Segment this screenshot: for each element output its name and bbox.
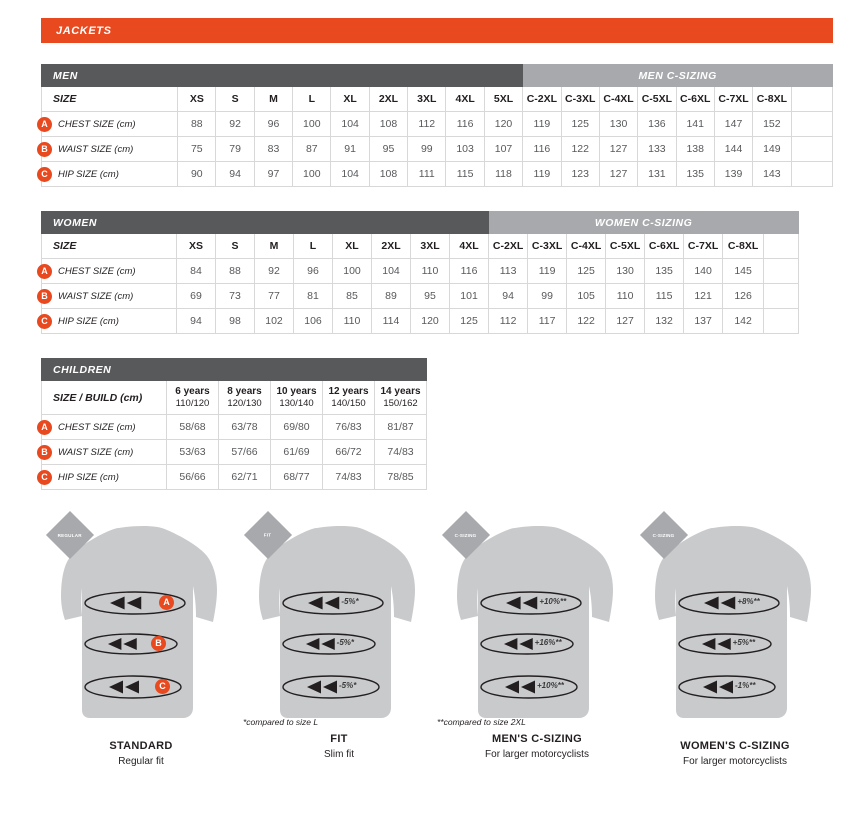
measurement-value: 108 (369, 112, 407, 137)
measurement-value: 119 (523, 162, 561, 187)
measurement-value: 122 (561, 137, 599, 162)
size-header-cell: C-3XL (528, 234, 567, 259)
size-label: SIZE / BUILD (cm) (42, 381, 167, 415)
measurement-ellipse (677, 632, 773, 656)
measurement-badge: B (37, 142, 52, 157)
measurement-value: 95 (411, 284, 450, 309)
measurement-value: 132 (645, 309, 684, 334)
measurement-label-text: WAIST SIZE (cm) (58, 446, 134, 458)
table-row (42, 112, 833, 137)
women-size-table (41, 211, 799, 334)
figure-title: WOMEN'S C-SIZING (680, 740, 790, 752)
size-header-cell: 3XL (408, 87, 446, 112)
measurement-value: 121 (684, 284, 723, 309)
measurement-value: 116 (446, 112, 484, 137)
measurement-value: 92 (216, 112, 254, 137)
measurement-label-text: CHEST SIZE (cm) (58, 118, 136, 130)
measurement-label (42, 259, 177, 284)
measurement-value: 140 (684, 259, 723, 284)
measurement-value: 125 (567, 259, 606, 284)
measurement-value: 87 (293, 137, 331, 162)
figure-standard (41, 510, 241, 767)
measurement-value: 112 (489, 309, 528, 334)
size-header-cell: C-5XL (606, 234, 645, 259)
figure-caption (437, 733, 637, 760)
measurement-value: 99 (408, 137, 446, 162)
measurement-label-text: WAIST SIZE (cm) (58, 143, 134, 155)
measurement-value: 135 (676, 162, 714, 187)
spacer-cell (791, 87, 832, 112)
measurement-label (42, 284, 177, 309)
jacket-illustration (41, 510, 241, 725)
measurement-badge: C (155, 679, 170, 694)
measurement-value: 105 (567, 284, 606, 309)
measurement-value: 77 (255, 284, 294, 309)
measurement-value: 81/87 (375, 415, 427, 440)
size-header-cell: C-6XL (676, 87, 714, 112)
size-build: 130/140 (279, 397, 314, 409)
figure-title: MEN'S C-SIZING (492, 733, 582, 745)
size-header-cell (167, 381, 219, 415)
measurement-value: 103 (446, 137, 484, 162)
figure-subtitle: For larger motorcyclists (683, 756, 787, 767)
measurement-value: 145 (723, 259, 764, 284)
size-header-cell: C-6XL (645, 234, 684, 259)
figure-footnote: *compared to size L (243, 717, 319, 727)
table-row (42, 309, 799, 334)
size-header-cell: L (293, 87, 331, 112)
measurement-value: 81 (294, 284, 333, 309)
size-header-cell: L (294, 234, 333, 259)
measurement-value: 110 (411, 259, 450, 284)
measurement-label (42, 137, 178, 162)
measurement-ellipse (677, 590, 781, 616)
fit-type-badge-text: FIT (264, 532, 272, 538)
measurement-value: 88 (216, 259, 255, 284)
measurement-ellipse (677, 674, 777, 700)
measurement-value: 97 (254, 162, 292, 187)
measurement-label (42, 440, 167, 465)
measurement-ellipse (281, 674, 381, 700)
measurement-badge: C (37, 314, 52, 329)
section-label: CHILDREN (42, 359, 427, 381)
measurement-value: 119 (523, 112, 561, 137)
size-label: SIZE (42, 234, 177, 259)
size-header-cell: 3XL (411, 234, 450, 259)
figure-caption (635, 740, 835, 767)
measurement-ellipse (281, 632, 377, 656)
measurement-value: 116 (450, 259, 489, 284)
fit-figures (41, 510, 833, 800)
size-header-cell: C-2XL (523, 87, 561, 112)
size-header-cell: C-8XL (753, 87, 791, 112)
measurement-value: 120 (484, 112, 522, 137)
size-header-cell: XS (177, 234, 216, 259)
measurement-label (42, 415, 167, 440)
measurement-value: 149 (753, 137, 791, 162)
measurement-value: 92 (255, 259, 294, 284)
measurement-value: 131 (638, 162, 676, 187)
measurement-label (42, 112, 178, 137)
table-row (42, 465, 427, 490)
measurement-badge: A (159, 595, 174, 610)
table-row (42, 284, 799, 309)
section-label: MEN (42, 65, 523, 87)
men-size-table (41, 64, 833, 187)
size-header-cell: C-7XL (714, 87, 752, 112)
measurement-value: 110 (333, 309, 372, 334)
jacket-illustration (437, 510, 637, 725)
size-header-cell (375, 381, 427, 415)
size-build: 150/162 (383, 397, 418, 409)
measurement-ellipse (479, 590, 583, 616)
size-header-cell: M (254, 87, 292, 112)
measurement-ellipse (281, 590, 385, 616)
size-header-cell: C-8XL (723, 234, 764, 259)
table-row (42, 137, 833, 162)
figure-fit (239, 510, 439, 760)
measurement-value: 104 (372, 259, 411, 284)
spacer-cell (791, 137, 832, 162)
size-header-cell (271, 381, 323, 415)
figure-womens-c-sizing (635, 510, 835, 767)
figure-title: FIT (330, 733, 348, 745)
size-build: 120/130 (227, 397, 262, 409)
measurement-value: 100 (333, 259, 372, 284)
measurement-badge: B (151, 636, 166, 651)
measurement-value: 117 (528, 309, 567, 334)
size-age: 12 years (328, 385, 369, 397)
spacer-cell (764, 259, 799, 284)
size-header-cell: 2XL (369, 87, 407, 112)
measurement-value: 61/69 (271, 440, 323, 465)
measurement-value: 100 (293, 162, 331, 187)
c-sizing-label: WOMEN C-SIZING (489, 212, 799, 234)
measurement-value: 116 (523, 137, 561, 162)
measurement-value: 102 (255, 309, 294, 334)
measurement-value: 136 (638, 112, 676, 137)
measurement-value: 147 (714, 112, 752, 137)
size-header-cell: C-4XL (567, 234, 606, 259)
measurement-value: 130 (606, 259, 645, 284)
size-header-cell (323, 381, 375, 415)
measurement-percentage: -1%** (735, 681, 756, 690)
measurement-value: 115 (645, 284, 684, 309)
table-header-row (42, 65, 833, 87)
size-build: 110/120 (175, 397, 210, 409)
table-row (42, 259, 799, 284)
measurement-value: 90 (178, 162, 216, 187)
spacer-cell (764, 309, 799, 334)
size-header-cell: XL (333, 234, 372, 259)
measurement-value: 89 (372, 284, 411, 309)
measurement-value: 91 (331, 137, 369, 162)
measurement-percentage: -5%* (341, 597, 359, 606)
measurement-ellipse (479, 674, 579, 700)
measurement-value: 56/66 (167, 465, 219, 490)
size-header-cell: XS (178, 87, 216, 112)
measurement-label (42, 162, 178, 187)
size-row (42, 87, 833, 112)
size-row (42, 234, 799, 259)
measurement-value: 135 (645, 259, 684, 284)
measurement-value: 63/78 (219, 415, 271, 440)
measurement-value: 139 (714, 162, 752, 187)
spacer-cell (764, 284, 799, 309)
measurement-value: 122 (567, 309, 606, 334)
measurement-value: 137 (684, 309, 723, 334)
size-header-cell: C-4XL (599, 87, 637, 112)
size-age: 8 years (227, 385, 262, 397)
measurement-badge: C (37, 470, 52, 485)
size-header-cell: C-7XL (684, 234, 723, 259)
figure-subtitle: Slim fit (324, 749, 354, 760)
measurement-value: 84 (177, 259, 216, 284)
measurement-value: 141 (676, 112, 714, 137)
table-header-row (42, 212, 799, 234)
table-header-row (42, 359, 427, 381)
measurement-badge: B (37, 445, 52, 460)
size-header-cell: 5XL (484, 87, 522, 112)
measurement-value: 94 (216, 162, 254, 187)
figure-caption (239, 733, 439, 760)
measurement-value: 100 (293, 112, 331, 137)
measurement-value: 127 (606, 309, 645, 334)
measurement-badge: A (37, 420, 52, 435)
measurement-value: 62/71 (219, 465, 271, 490)
measurement-value: 112 (408, 112, 446, 137)
measurement-value: 127 (599, 137, 637, 162)
measurement-value: 68/77 (271, 465, 323, 490)
measurement-percentage: -5%* (336, 638, 355, 647)
size-age: 6 years (175, 385, 210, 397)
figure-subtitle: For larger motorcyclists (485, 749, 589, 760)
jacket-illustration (239, 510, 439, 725)
measurement-value: 74/83 (323, 465, 375, 490)
c-sizing-label: MEN C-SIZING (523, 65, 833, 87)
measurement-label-text: WAIST SIZE (cm) (58, 290, 134, 302)
measurement-badge: A (37, 117, 52, 132)
fit-type-badge-text: REGULAR (57, 532, 83, 538)
figure-mens-c-sizing (437, 510, 637, 760)
figure-title: STANDARD (109, 740, 173, 752)
measurement-value: 99 (528, 284, 567, 309)
size-header-cell: 2XL (372, 234, 411, 259)
measurement-value: 104 (331, 162, 369, 187)
measurement-value: 69 (177, 284, 216, 309)
spacer-cell (764, 234, 799, 259)
table-row (42, 162, 833, 187)
size-label: SIZE (42, 87, 178, 112)
measurement-value: 96 (254, 112, 292, 137)
size-header-cell: 4XL (450, 234, 489, 259)
section-label: WOMEN (42, 212, 489, 234)
measurement-label (42, 309, 177, 334)
measurement-value: 75 (178, 137, 216, 162)
measurement-value: 98 (216, 309, 255, 334)
measurement-value: 83 (254, 137, 292, 162)
measurement-value: 85 (333, 284, 372, 309)
measurement-label-text: CHEST SIZE (cm) (58, 421, 136, 433)
measurement-value: 127 (599, 162, 637, 187)
figure-footnote: **compared to size 2XL (437, 717, 526, 727)
measurement-badge: B (37, 289, 52, 304)
measurement-value: 57/66 (219, 440, 271, 465)
measurement-value: 96 (294, 259, 333, 284)
measurement-label-text: HIP SIZE (cm) (58, 471, 119, 483)
fit-type-badge-text: C-SIZING (455, 532, 477, 538)
children-size-table (41, 358, 427, 490)
measurement-value: 125 (561, 112, 599, 137)
measurement-value: 126 (723, 284, 764, 309)
measurement-value: 66/72 (323, 440, 375, 465)
spacer-cell (791, 112, 832, 137)
measurement-value: 142 (723, 309, 764, 334)
measurement-value: 107 (484, 137, 522, 162)
measurement-badge: C (37, 167, 52, 182)
size-header-cell: C-5XL (638, 87, 676, 112)
page-title (41, 18, 833, 43)
measurement-value: 94 (489, 284, 528, 309)
measurement-value: 79 (216, 137, 254, 162)
table-row (42, 415, 427, 440)
measurement-value: 133 (638, 137, 676, 162)
measurement-value: 106 (294, 309, 333, 334)
measurement-value: 76/83 (323, 415, 375, 440)
page-title-text: JACKETS (56, 24, 112, 37)
measurement-value: 73 (216, 284, 255, 309)
measurement-value: 125 (450, 309, 489, 334)
measurement-value: 111 (408, 162, 446, 187)
measurement-value: 138 (676, 137, 714, 162)
measurement-value: 114 (372, 309, 411, 334)
size-build: 140/150 (331, 397, 366, 409)
size-header-cell: C-3XL (561, 87, 599, 112)
measurement-value: 152 (753, 112, 791, 137)
measurement-value: 144 (714, 137, 752, 162)
size-header-cell: M (255, 234, 294, 259)
fit-type-badge-text: C-SIZING (653, 532, 675, 538)
size-header-cell (219, 381, 271, 415)
measurement-value: 143 (753, 162, 791, 187)
size-header-cell: C-2XL (489, 234, 528, 259)
size-row (42, 381, 427, 415)
measurement-value: 108 (369, 162, 407, 187)
measurement-percentage: +10%** (537, 681, 564, 690)
measurement-percentage: +16%** (534, 638, 562, 647)
figure-subtitle: Regular fit (118, 756, 164, 767)
measurement-label (42, 465, 167, 490)
size-header-cell: S (216, 234, 255, 259)
figure-caption (41, 740, 241, 767)
measurement-value: 69/80 (271, 415, 323, 440)
size-age: 14 years (380, 385, 421, 397)
measurement-value: 78/85 (375, 465, 427, 490)
measurement-percentage: +5%** (732, 638, 756, 647)
measurement-value: 94 (177, 309, 216, 334)
measurement-percentage: +8%** (737, 597, 760, 606)
measurement-value: 115 (446, 162, 484, 187)
measurement-value: 130 (599, 112, 637, 137)
measurement-badge: A (37, 264, 52, 279)
spacer-cell (791, 162, 832, 187)
measurement-label-text: HIP SIZE (cm) (58, 168, 119, 180)
measurement-value: 58/68 (167, 415, 219, 440)
measurement-percentage: +10%** (539, 597, 567, 606)
jacket-illustration (635, 510, 835, 725)
measurement-value: 119 (528, 259, 567, 284)
size-header-cell: XL (331, 87, 369, 112)
measurement-value: 118 (484, 162, 522, 187)
table-row (42, 440, 427, 465)
measurement-value: 113 (489, 259, 528, 284)
measurement-value: 120 (411, 309, 450, 334)
size-header-cell: S (216, 87, 254, 112)
measurement-value: 110 (606, 284, 645, 309)
measurement-value: 88 (178, 112, 216, 137)
measurement-value: 101 (450, 284, 489, 309)
measurement-value: 53/63 (167, 440, 219, 465)
measurement-value: 123 (561, 162, 599, 187)
measurement-percentage: -5%* (339, 681, 357, 690)
size-header-cell: 4XL (446, 87, 484, 112)
measurement-label-text: HIP SIZE (cm) (58, 315, 119, 327)
measurement-value: 104 (331, 112, 369, 137)
size-age: 10 years (276, 385, 317, 397)
measurement-label-text: CHEST SIZE (cm) (58, 265, 136, 277)
measurement-value: 95 (369, 137, 407, 162)
measurement-value: 74/83 (375, 440, 427, 465)
